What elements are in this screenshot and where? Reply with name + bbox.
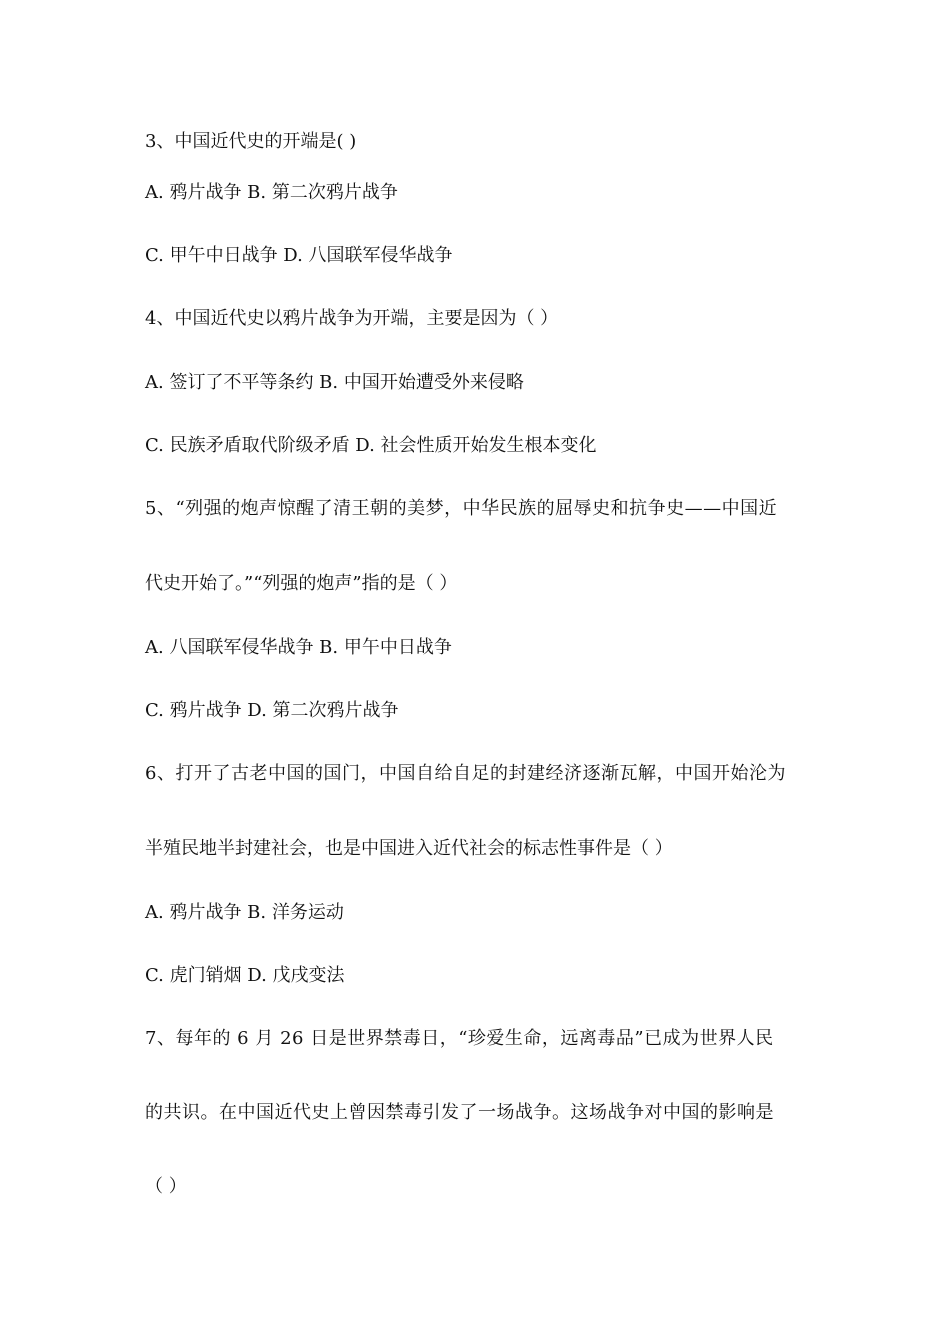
question-4-options-cd: C. 民族矛盾取代阶级矛盾 D. 社会性质开始发生根本变化	[145, 435, 597, 456]
question-7-stem-line-1: 7、每年的 6 月 26 日是世界禁毒日，“珍爱生命，远离毒品”已成为世界人民	[145, 1028, 774, 1049]
question-6-options-cd: C. 虎门销烟 D. 戊戌变法	[145, 965, 345, 986]
question-3-options-cd: C. 甲午中日战争 D. 八国联军侵华战争	[145, 245, 453, 266]
question-5-stem-line-1: 5、“列强的炮声惊醒了清王朝的美梦，中华民族的屈辱史和抗争史——中国近	[145, 498, 778, 519]
question-6-stem-line-2: 半殖民地半封建社会，也是中国进入近代社会的标志性事件是（ ）	[145, 838, 673, 859]
question-5-options-cd: C. 鸦片战争 D. 第二次鸦片战争	[145, 700, 399, 721]
question-7-stem-line-2: 的共识。在中国近代史上曾因禁毒引发了一场战争。这场战争对中国的影响是	[145, 1102, 774, 1123]
question-3-options-ab: A. 鸦片战争 B. 第二次鸦片战争	[145, 182, 398, 203]
question-6-stem-line-1: 6、打开了古老中国的国门，中国自给自足的封建经济逐渐瓦解，中国开始沦为	[145, 763, 786, 784]
question-7-stem-line-3: （ ）	[145, 1176, 187, 1197]
question-3-stem: 3、中国近代史的开端是( )	[145, 131, 357, 152]
question-5-stem-line-2: 代史开始了。”“列强的炮声”指的是（ ）	[145, 573, 458, 594]
question-6-options-ab: A. 鸦片战争 B. 洋务运动	[145, 902, 344, 923]
question-5-options-ab: A. 八国联军侵华战争 B. 甲午中日战争	[145, 637, 452, 658]
question-4-options-ab: A. 签订了不平等条约 B. 中国开始遭受外来侵略	[145, 372, 524, 393]
question-4-stem: 4、中国近代史以鸦片战争为开端，主要是因为（ ）	[145, 308, 559, 329]
